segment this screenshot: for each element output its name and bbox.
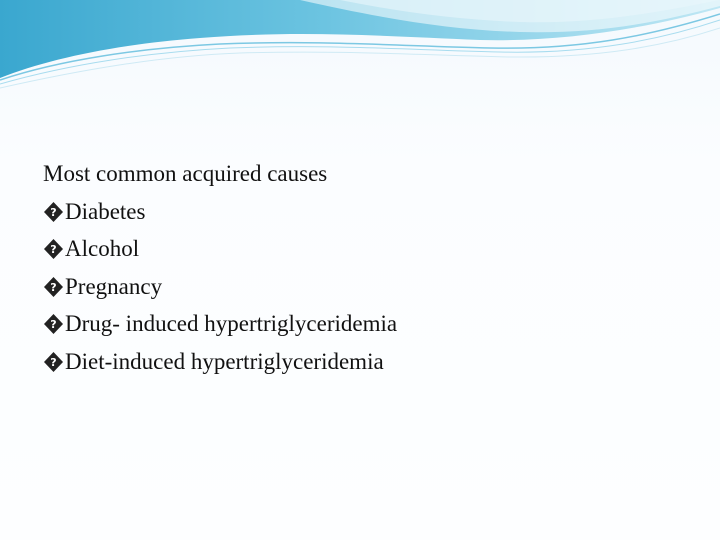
- list-item-label: Pregnancy: [65, 273, 163, 299]
- svg-text:?: ?: [50, 280, 57, 294]
- list-item: [43, 230, 683, 268]
- slide-content: [43, 155, 683, 380]
- svg-text:?: ?: [50, 318, 57, 331]
- missing-glyph-icon: [43, 313, 64, 335]
- list-item-label: Drug- induced hypertriglyceridemia: [65, 311, 398, 336]
- list-item: [43, 193, 683, 231]
- list-item: [43, 268, 683, 306]
- missing-glyph-icon: [43, 276, 64, 298]
- svg-text:?: ?: [50, 355, 57, 369]
- list-item-label: Diabetes: [65, 198, 146, 224]
- header-wave-decoration: [0, 0, 720, 95]
- missing-glyph-icon: [43, 351, 64, 373]
- slide-heading: Most common acquired causes: [43, 161, 328, 186]
- missing-glyph-icon: [43, 201, 64, 223]
- svg-text:?: ?: [50, 205, 57, 219]
- list-item-label: Alcohol: [65, 236, 140, 261]
- svg-text:?: ?: [50, 243, 57, 256]
- list-item: [43, 343, 683, 381]
- list-item-label: Diet-induced hypertriglyceridemia: [65, 348, 384, 374]
- missing-glyph-icon: [43, 238, 64, 260]
- list-item: [43, 305, 683, 343]
